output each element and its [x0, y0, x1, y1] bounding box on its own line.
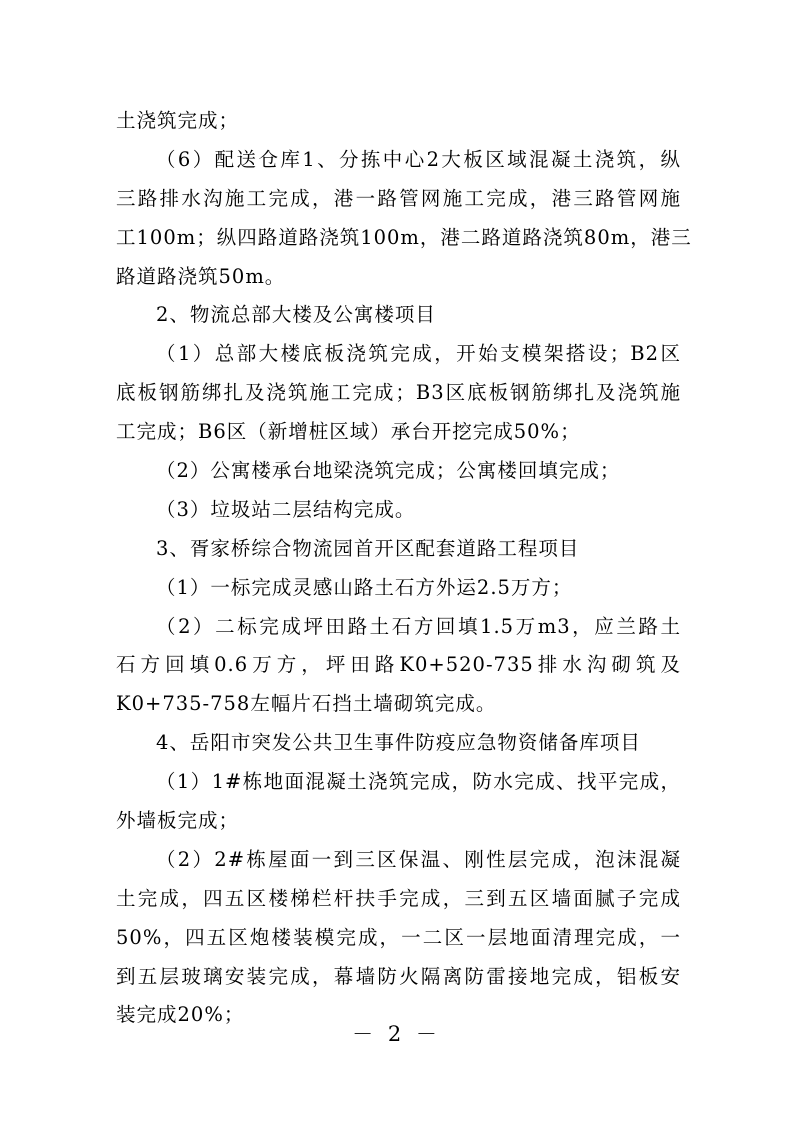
text-line: （1）总部大楼底板浇筑完成，开始支模架搭设；B2区	[156, 342, 681, 366]
text-line: 外墙板完成；	[116, 809, 240, 833]
text-line: 底板钢筋绑扎及浇筑施工完成；B3区底板钢筋绑扎及浇筑施	[116, 381, 681, 405]
text-line: 土浇筑完成；	[116, 109, 240, 132]
text-line: 3、胥家桥综合物流园首开区配套道路工程项目	[156, 536, 580, 560]
text-line: 三路排水沟施工完成，港一路管网施工完成，港三路管网施	[116, 186, 681, 210]
text-line: 2、物流总部大楼及公寓楼项目	[156, 303, 436, 327]
text-line: （6）配送仓库1、分拣中心2大板区域混凝土浇筑，纵	[156, 147, 681, 171]
text-line: 4、岳阳市突发公共卫生事件防疫应急物资储备库项目	[156, 731, 641, 755]
text-line: K0+735-758左幅片石挡土墙砌筑完成。	[116, 692, 497, 716]
text-line: 50%，四五区炮楼装模完成，一二区一层地面清理完成，一	[116, 925, 681, 949]
text-line: （2）二标完成坪田路土石方回填1.5万m3，应兰路土	[156, 614, 681, 638]
text-line: （2）公寓楼承台地梁浇筑完成；公寓楼回填完成；	[156, 459, 621, 483]
text-line: 工完成；B6区（新增桩区域）承台开挖完成50%；	[116, 420, 581, 444]
text-line: 路道路浇筑50m。	[116, 264, 286, 288]
page-number: － 2 －	[352, 1022, 441, 1046]
text-line: 土完成，四五区楼梯栏杆扶手完成，三到五区墙面腻子完成	[116, 886, 681, 910]
text-line: 装完成20%；	[116, 1003, 245, 1027]
text-line: （1）一标完成灵感山路土石方外运2.5万方；	[156, 575, 573, 599]
body-text	[116, 102, 692, 1035]
text-line: （3）垃圾站二层结构完成。	[156, 497, 416, 521]
text-line: 石方回填0.6万方，坪田路K0+520-735排水沟砌筑及	[116, 653, 681, 677]
text-line: （1）1#栋地面混凝土浇筑完成，防水完成、找平完成，	[156, 770, 681, 794]
text-line: 到五层玻璃安装完成，幕墙防火隔离防雷接地完成，铝板安	[116, 964, 681, 988]
text-line: （2）2#栋屋面一到三区保温、刚性层完成，泡沫混凝	[156, 847, 681, 871]
text-line: 工100m；纵四路道路浇筑100m，港二路道路浇筑80m，港三	[116, 225, 692, 249]
